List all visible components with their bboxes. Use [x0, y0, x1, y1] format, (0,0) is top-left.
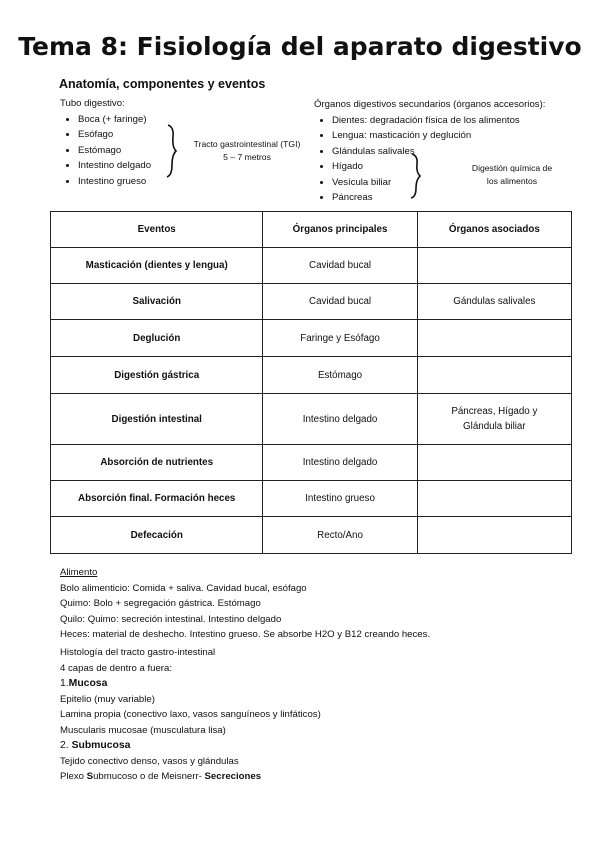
eventos-table [50, 211, 572, 554]
table-cell [417, 357, 571, 394]
note-line: Quilo: Quimo: secreción intestinal. Intestino delgado [60, 613, 282, 625]
table-cell: Recto/Ano [263, 517, 417, 554]
table-row [51, 284, 572, 320]
digestion-quimica-annotation: Digestión química de los alimentos [471, 163, 553, 186]
note-line: Muscularis mucosae (musculatura lisa) [60, 724, 226, 736]
table-cell: Digestión intestinal [51, 394, 263, 445]
table-cell: Absorción final. Formación heces [51, 481, 263, 517]
list-item: • Vesícula biliar [332, 175, 545, 191]
curly-brace-icon [408, 152, 424, 200]
list-item: • Intestino delgado [78, 158, 151, 174]
table-header: Órganos principales [263, 212, 417, 248]
table-row [51, 357, 572, 394]
histologia-notes [60, 645, 321, 785]
submucosa-heading: 2. Submucosa [60, 740, 131, 751]
note-line: Plexo Submucoso o de Meisnerr- Secreciones [60, 771, 262, 782]
alimento-notes [60, 565, 430, 643]
table-cell: Cavidad bucal [263, 284, 417, 320]
table-cell: Salivación [51, 284, 263, 320]
organos-heading: Órganos digestivos secundarios (órganos accesorios): [314, 99, 546, 110]
table-header: Eventos [51, 212, 263, 248]
list-item: • Dientes: degradación física de los alimentos [332, 113, 545, 129]
mucosa-heading: 1.Mucosa [60, 678, 108, 689]
list-item: • Hígado [332, 159, 545, 175]
list-item: • Esófago [78, 127, 151, 143]
table-cell [417, 445, 571, 481]
table-row [51, 481, 572, 517]
list-item: • Lengua: masticación y deglución [332, 128, 545, 144]
table-cell: Deglución [51, 320, 263, 357]
table-header: Órganos asociados [417, 212, 571, 248]
list-item: • Páncreas [332, 190, 545, 206]
table-cell: Gándulas salivales [417, 284, 571, 320]
table-cell [417, 320, 571, 357]
table-header-row [51, 212, 572, 248]
note-line: Heces: material de deshecho. Intestino grueso. Se absorbe H2O y B12 creando heces. [60, 629, 431, 640]
table-row [51, 320, 572, 357]
table-cell [417, 481, 571, 517]
table-row [51, 248, 572, 284]
note-line: Epitelio (muy variable) [60, 693, 155, 705]
table-cell [417, 517, 571, 554]
table-row [51, 517, 572, 554]
table-cell: Absorción de nutrientes [51, 445, 263, 481]
curly-brace-icon [164, 123, 180, 179]
note-line: Histología del tracto gastro-intestinal [60, 647, 216, 658]
note-line: 4 capas de dentro a fuera: [60, 662, 173, 674]
note-line: Bolo alimenticio: Comida + saliva. Cavidad bucal, esófago [60, 582, 307, 594]
table-cell: Estómago [263, 357, 417, 394]
page-title: Tema 8: Fisiología del aparato digestivo [18, 32, 582, 61]
table-cell: Intestino delgado [263, 394, 417, 445]
table-row [51, 394, 572, 445]
note-line: Lamina propia (conectivo laxo, vasos sanguíneos y linfáticos) [60, 709, 321, 720]
table-cell: Intestino grueso [263, 481, 417, 517]
table-cell: Digestión gástrica [51, 357, 263, 394]
table-cell: Intestino delgado [263, 445, 417, 481]
table-cell: Faringe y Esófago [263, 320, 417, 357]
table-cell: Masticación (dientes y lengua) [51, 248, 263, 284]
section-subtitle: Anatomía, componentes y eventos [59, 77, 266, 91]
list-item: • Intestino grueso [78, 174, 151, 190]
table-cell: Cavidad bucal [263, 248, 417, 284]
table-cell [417, 248, 571, 284]
table-cell: Páncreas, Hígado y Glándula biliar [417, 394, 571, 445]
list-item: • Estómago [78, 143, 151, 159]
note-line: Quimo: Bolo + segregación gástrica. Estómago [60, 598, 261, 609]
list-item: • Boca (+ faringe) [78, 112, 151, 128]
table-cell: Defecación [51, 517, 263, 554]
table-row [51, 445, 572, 481]
organos-secundarios-list [314, 97, 545, 206]
tubo-digestivo-list [60, 96, 151, 189]
alimento-heading: Alimento [60, 567, 98, 578]
note-line: Tejido conectivo denso, vasos y glándulas [60, 755, 239, 767]
list-item: • Glándulas salivales [332, 144, 545, 160]
tgi-annotation: Tracto gastrointestinal (TGI) 5 – 7 metros [193, 139, 301, 162]
tubo-heading: Tubo digestivo: [60, 98, 125, 109]
